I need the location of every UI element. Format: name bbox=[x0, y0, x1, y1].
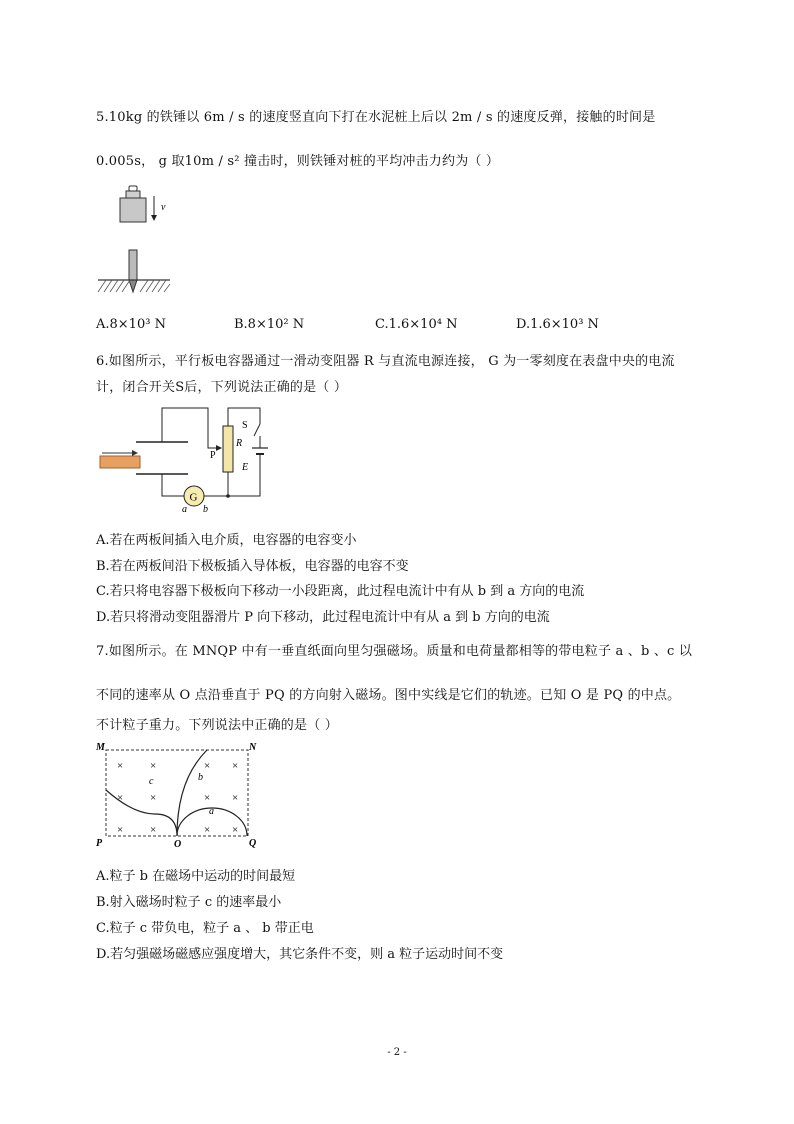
label-S: S bbox=[242, 420, 248, 431]
q5-option-a: A.8×10³ N bbox=[96, 317, 166, 332]
pile bbox=[129, 250, 137, 280]
q6-text-line1: 6.如图所示，平行板电容器通过一滑动变阻器 R 与直流电源连接， G 为一零刻度在表盘中央的电流 bbox=[96, 354, 675, 369]
q6-text-line2: 计，闭合开关S后，下列说法正确的是（ ） bbox=[96, 380, 348, 395]
svg-text:×: × bbox=[150, 760, 157, 772]
svg-text:×: × bbox=[150, 824, 157, 836]
label-a: a bbox=[209, 806, 214, 817]
q6-option-d: D.若只将滑动变阻器滑片 P 向下移动，此过程电流计中有从 a 到 b 方向的电流 bbox=[96, 610, 550, 625]
rheostat-R bbox=[223, 426, 233, 472]
q5-option-b: B.8×10² N bbox=[234, 317, 305, 332]
q7-option-d: D.若匀强磁场磁感应强度增大，其它条件不变，则 a 粒子运动时间不变 bbox=[96, 947, 504, 962]
svg-text:×: × bbox=[204, 824, 211, 836]
label-Q: Q bbox=[249, 838, 257, 849]
label-b: b bbox=[203, 504, 208, 515]
svg-text:×: × bbox=[232, 824, 239, 836]
switch-S bbox=[254, 424, 260, 436]
q7-option-a: A.粒子 b 在磁场中运动的时间最短 bbox=[96, 869, 296, 884]
label-E: E bbox=[242, 462, 249, 473]
label-P: P bbox=[210, 450, 216, 461]
q5-hammer-figure bbox=[92, 180, 172, 298]
insert-arrow-head bbox=[132, 450, 138, 456]
svg-text:×: × bbox=[150, 792, 157, 804]
q5-option-c: C.1.6×10⁴ N bbox=[375, 317, 458, 332]
label-a: a bbox=[182, 504, 187, 515]
q7-magnetic-field-figure bbox=[92, 740, 262, 850]
svg-text:×: × bbox=[232, 760, 239, 772]
label-M: M bbox=[96, 742, 105, 753]
wire-left-bottom bbox=[162, 474, 184, 496]
q5-option-d: D.1.6×10³ N bbox=[516, 317, 599, 332]
hammer-body bbox=[120, 198, 146, 222]
hammer-neck bbox=[126, 191, 140, 198]
svg-text:×: × bbox=[204, 792, 211, 804]
slider-arrow bbox=[216, 445, 222, 451]
svg-text:×: × bbox=[117, 792, 124, 804]
label-O: O bbox=[174, 839, 182, 850]
svg-text:×: × bbox=[232, 792, 239, 804]
label-P: P bbox=[96, 838, 103, 849]
label-G: G bbox=[189, 491, 198, 504]
label-b: b bbox=[198, 772, 203, 783]
dielectric-slab bbox=[100, 456, 140, 468]
velocity-arrow-head bbox=[151, 215, 157, 221]
hammer-knob bbox=[129, 186, 137, 191]
label-R: R bbox=[236, 438, 243, 449]
q7-text-line1: 7.如图所示。在 MNQP 中有一垂直纸面向里匀强磁场。质量和电荷量都相等的带电粒子 a 、b 、c 以 bbox=[96, 644, 693, 659]
label-N: N bbox=[249, 742, 257, 753]
svg-text:×: × bbox=[204, 760, 211, 772]
q6-option-c: C.若只将电容器下极板向下移动一小段距离，此过程电流计中有从 b 到 a 方向的电流 bbox=[96, 584, 585, 599]
q7-option-b: B.射入磁场时粒子 c 的速率最小 bbox=[96, 895, 282, 910]
page-number: - 2 - bbox=[387, 1047, 407, 1058]
q6-circuit-figure bbox=[92, 398, 272, 516]
q7-option-c: C.粒子 c 带负电，粒子 a 、 b 带正电 bbox=[96, 921, 314, 936]
q5-text-line2: 0.005s， g 取10m / s² 撞击时，则铁锤对桩的平均冲击力约为（ ） bbox=[96, 154, 500, 169]
svg-text:×: × bbox=[117, 824, 124, 836]
velocity-label: v bbox=[161, 202, 166, 213]
junction-dot bbox=[226, 494, 230, 498]
pile-tip bbox=[129, 280, 137, 292]
q7-text-line2: 不同的速率从 O 点沿垂直于 PQ 的方向射入磁场。图中实线是它们的轨迹。已知 O 是 PQ 的中点。 bbox=[96, 688, 681, 703]
q6-option-b: B.若在两板间沿下极板插入导体板，电容器的电容不变 bbox=[96, 559, 409, 574]
q6-option-a: A.若在两板间插入电介质，电容器的电容变小 bbox=[96, 533, 357, 548]
q5-text-line1: 5.10kg 的铁锤以 6m / s 的速度竖直向下打在水泥桩上后以 2m / s 的速度反弹，接触的时间是 bbox=[96, 110, 656, 125]
label-c: c bbox=[149, 776, 154, 787]
q7-text-line3: 不计粒子重力。下列说法中正确的是（ ） bbox=[96, 718, 338, 733]
svg-text:×: × bbox=[117, 760, 124, 772]
